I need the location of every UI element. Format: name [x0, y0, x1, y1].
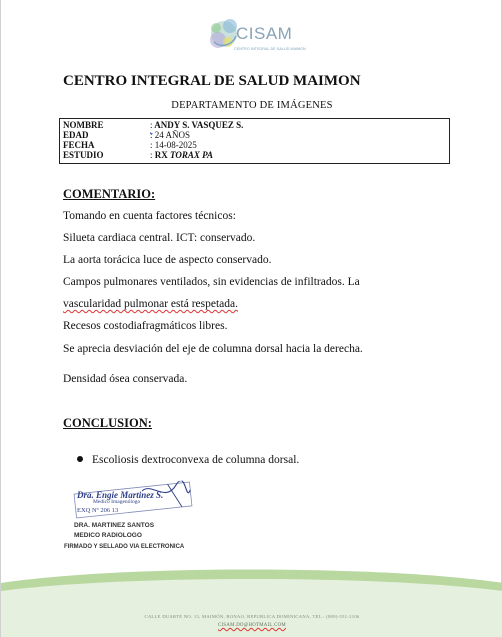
- stamp-role: Medico Imagenólogo: [93, 499, 141, 505]
- value-estudio: : RX TORAX PA: [150, 150, 213, 160]
- comment-line: Densidad ósea conservada.: [63, 373, 188, 385]
- comment-line: Se aprecia desviación del eje de columna dorsal hacia la derecha.: [63, 343, 363, 355]
- value-fecha: : 14-08-2025: [150, 140, 197, 150]
- label-fecha: FECHA: [63, 140, 95, 150]
- value-edad: : 24 AÑOS: [150, 130, 191, 140]
- logo-tagline: CENTRO INTEGRAL DE SALUD MAIMON: [234, 47, 306, 51]
- bullet-icon: [77, 456, 83, 462]
- label-estudio: ESTUDIO: [63, 150, 104, 160]
- comment-line: Silueta cardiaca central. ICT: conservado.: [63, 232, 256, 244]
- doctor-title: MEDICO RADIOLOGO: [74, 532, 142, 539]
- department-label: DEPARTAMENTO DE IMÁGENES: [171, 100, 333, 111]
- comment-line: Campos pulmonares ventilados, sin evidencias de infiltrados. La: [63, 276, 360, 288]
- signature-note: FIRMADO Y SELLADO VIA ELECTRONICA: [64, 544, 185, 550]
- comment-heading: COMENTARIO:: [63, 187, 156, 201]
- comment-line: Recesos costodiafragmáticos libres.: [63, 320, 228, 332]
- conclusion-heading: CONCLUSION:: [63, 416, 152, 430]
- cisam-logo: [206, 12, 316, 56]
- comment-line: La aorta torácica luce de aspecto conservado.: [63, 254, 272, 266]
- stamp-name: Dra. Engie Martinez S.: [77, 490, 164, 500]
- label-edad: EDAD: [63, 130, 89, 140]
- logo-brand: CISAM: [236, 24, 293, 43]
- footer-address: CALLE DUARTE NO. 15, MAIMÓN, BONAO, REPUBLICA DOMINICANA, TEL.: (809)-551-2106: [144, 614, 360, 619]
- comment-line: Tomando en cuenta factores técnicos:: [63, 210, 236, 222]
- stamp-exq: EXQ Nº 206 13: [77, 507, 119, 514]
- value-nombre: : ANDY S. VASQUEZ S.: [150, 120, 244, 130]
- doctor-name: DRA. MARTINEZ SANTOS: [74, 522, 155, 529]
- footer-email: CISAM.DO@HOTMAIL.COM: [218, 623, 286, 628]
- conclusion-item: Escoliosis dextroconvexa de columna dorsal.: [92, 454, 300, 466]
- comment-line: vascularidad pulmonar está respetada.: [63, 298, 238, 310]
- label-nombre: NOMBRE: [63, 120, 104, 130]
- patient-info-box: [59, 118, 450, 164]
- page-title: CENTRO INTEGRAL DE SALUD MAIMON: [63, 73, 361, 89]
